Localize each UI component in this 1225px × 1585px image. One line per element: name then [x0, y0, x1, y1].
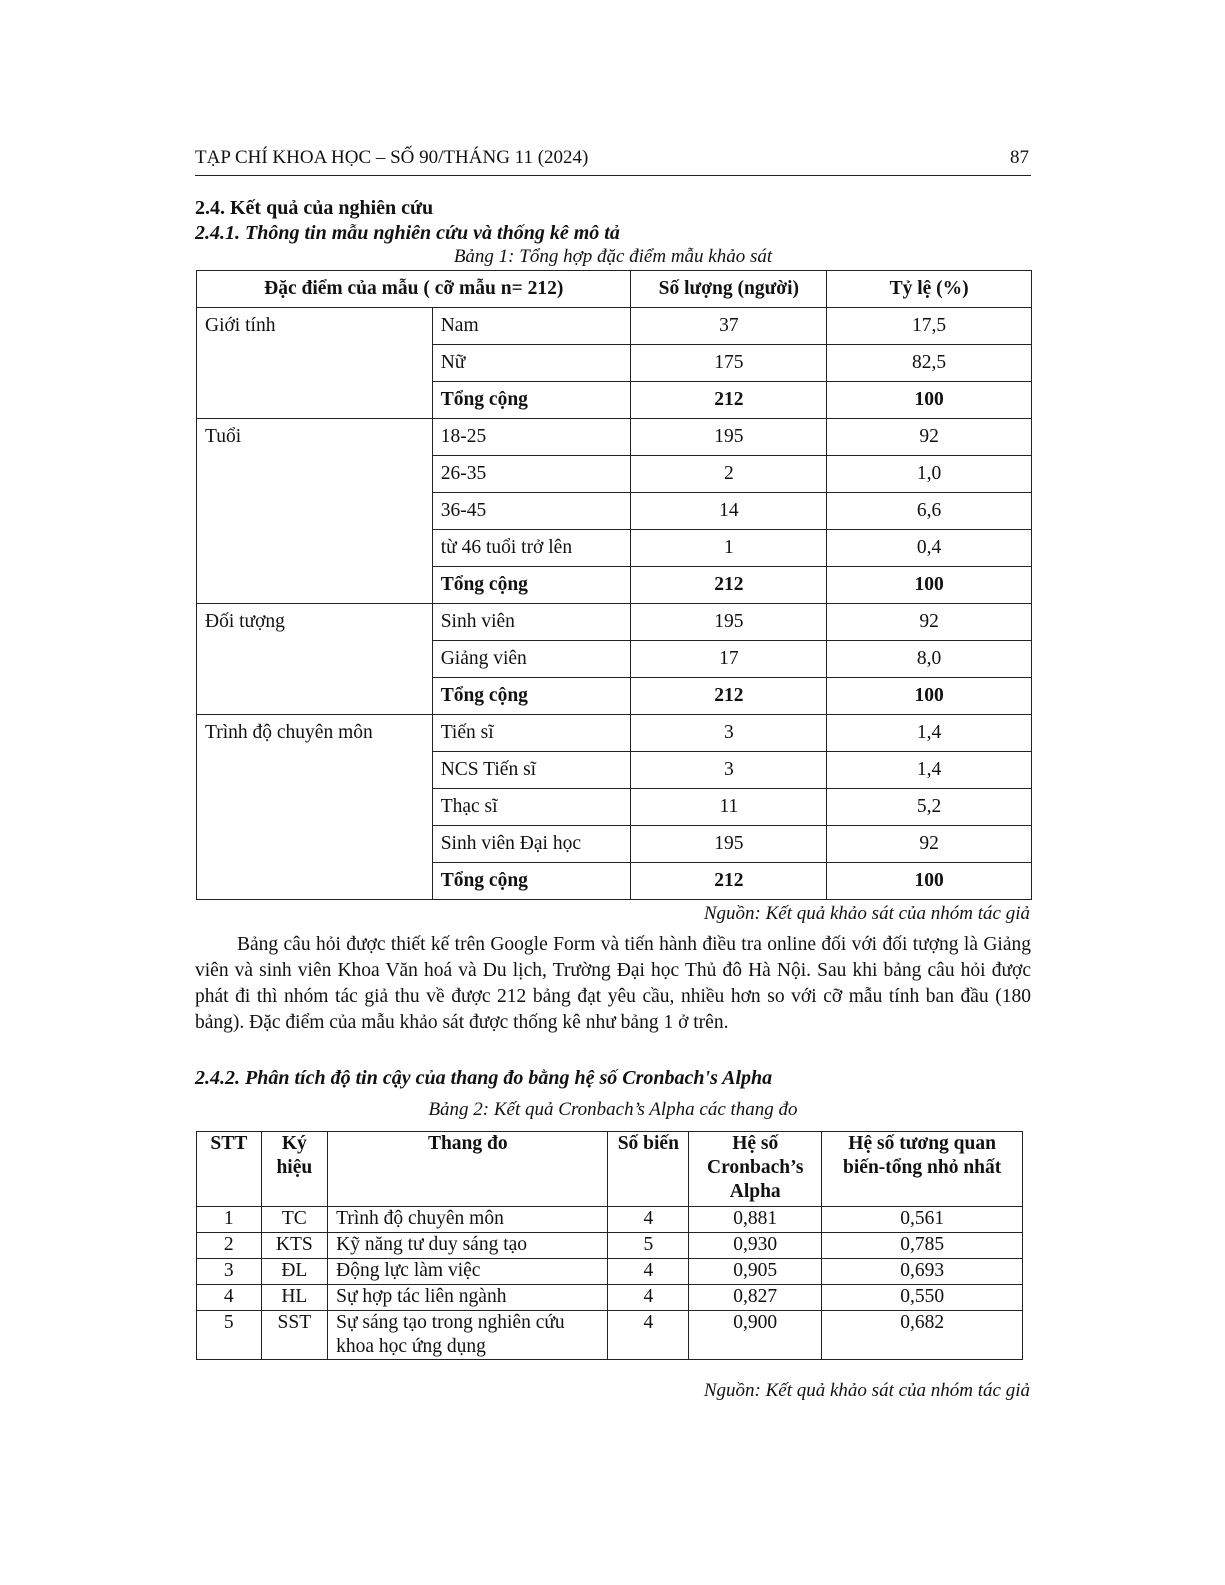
percent-cell: 5,2: [827, 789, 1032, 826]
table-row: [197, 308, 1032, 345]
count-cell: 195: [631, 604, 827, 641]
alpha-cell: 0,930: [689, 1233, 822, 1259]
scale-cell: Trình độ chuyên môn: [328, 1207, 608, 1233]
table2-body: [197, 1207, 1023, 1360]
percent-cell: 100: [827, 567, 1032, 604]
items-cell: 4: [608, 1311, 689, 1360]
scale-cell: Sự hợp tác liên ngành: [328, 1285, 608, 1311]
stt-cell: 5: [197, 1311, 262, 1360]
min-corr-cell: 0,693: [822, 1259, 1023, 1285]
percent-cell: 92: [827, 419, 1032, 456]
table2-header-min-corr: Hệ số tương quan biến-tổng nhỏ nhất: [822, 1132, 1023, 1207]
alpha-cell: 0,827: [689, 1285, 822, 1311]
percent-cell: 100: [827, 678, 1032, 715]
percent-cell: 1,4: [827, 752, 1032, 789]
alpha-cell: 0,905: [689, 1259, 822, 1285]
row-label: Giảng viên: [432, 641, 631, 678]
table-row: [197, 604, 1032, 641]
row-label: từ 46 tuổi trở lên: [432, 530, 631, 567]
subsection-title-2: 2.4.2. Phân tích độ tin cậy của thang đo bằng hệ số Cronbach's Alpha: [195, 1067, 773, 1089]
stt-cell: 2: [197, 1233, 262, 1259]
table1-source: Nguồn: Kết quả khảo sát của nhóm tác giả: [703, 903, 1030, 924]
table2-header-stt: STT: [197, 1132, 262, 1207]
min-corr-cell: 0,682: [822, 1311, 1023, 1360]
table2-header-scale: Thang đo: [328, 1132, 608, 1207]
table-row: [197, 1311, 1023, 1360]
group-label: Trình độ chuyên môn: [197, 715, 433, 900]
count-cell: 212: [631, 382, 827, 419]
count-cell: 37: [631, 308, 827, 345]
row-label: 18-25: [432, 419, 631, 456]
min-corr-cell: 0,550: [822, 1285, 1023, 1311]
row-label: Tổng cộng: [432, 382, 631, 419]
table-row: [197, 1233, 1023, 1259]
group-label: Đối tượng: [197, 604, 433, 715]
row-label: Nam: [432, 308, 631, 345]
row-label: NCS Tiến sĩ: [432, 752, 631, 789]
percent-cell: 100: [827, 863, 1032, 900]
items-cell: 4: [608, 1285, 689, 1311]
code-cell: SST: [261, 1311, 328, 1360]
table-row: [197, 1259, 1023, 1285]
body-paragraph: Bảng câu hỏi được thiết kế trên Google Form và tiến hành điều tra online đối với đối tượng là Giảng viên và sinh viên Khoa Văn hoá và Du lịch, Trường Đại học Thủ đô Hà Nội. Sau khi bảng câu hỏi được phát đi thì nhóm tác giả thu về được 212 bảng đạt yêu cầu, nhiều hơn so với cỡ mẫu tính ban đầu (180 bảng). Đặc điểm của mẫu khảo sát được thống kê như bảng 1 ở trên.: [195, 934, 1031, 1033]
count-cell: 212: [631, 567, 827, 604]
table1-header-percent: Tỷ lệ (%): [827, 271, 1032, 308]
table2-header-row: [197, 1132, 1023, 1207]
table2-header-alpha: Hệ số Cronbach’s Alpha: [689, 1132, 822, 1207]
count-cell: 195: [631, 826, 827, 863]
row-label: Tổng cộng: [432, 678, 631, 715]
table2-source: Nguồn: Kết quả khảo sát của nhóm tác giả: [703, 1380, 1030, 1401]
table-row: [197, 419, 1032, 456]
subsection-title-1: 2.4.1. Thông tin mẫu nghiên cứu và thống kê mô tả: [195, 222, 620, 244]
group-label: Tuổi: [197, 419, 433, 604]
table-row: [197, 715, 1032, 752]
alpha-cell: 0,881: [689, 1207, 822, 1233]
scale-cell: Sự sáng tạo trong nghiên cứu khoa học ứng dụng: [328, 1311, 608, 1360]
count-cell: 14: [631, 493, 827, 530]
code-cell: HL: [261, 1285, 328, 1311]
percent-cell: 1,0: [827, 456, 1032, 493]
table2-header-items: Số biến: [608, 1132, 689, 1207]
count-cell: 3: [631, 715, 827, 752]
row-label: Sinh viên: [432, 604, 631, 641]
percent-cell: 100: [827, 382, 1032, 419]
stt-cell: 4: [197, 1285, 262, 1311]
stt-cell: 1: [197, 1207, 262, 1233]
row-label: Sinh viên Đại học: [432, 826, 631, 863]
items-cell: 4: [608, 1259, 689, 1285]
percent-cell: 82,5: [827, 345, 1032, 382]
journal-header: [195, 145, 1031, 176]
count-cell: 1: [631, 530, 827, 567]
journal-title: TẠP CHÍ KHOA HỌC – SỐ 90/THÁNG 11 (2024): [195, 147, 589, 168]
table2-caption: Bảng 2: Kết quả Cronbach’s Alpha các thang đo: [428, 1099, 798, 1120]
percent-cell: 0,4: [827, 530, 1032, 567]
table-row: [197, 1207, 1023, 1233]
table1-caption: Bảng 1: Tổng hợp đặc điểm mẫu khảo sát: [453, 246, 773, 267]
row-label: Tổng cộng: [432, 863, 631, 900]
count-cell: 11: [631, 789, 827, 826]
percent-cell: 6,6: [827, 493, 1032, 530]
code-cell: TC: [261, 1207, 328, 1233]
count-cell: 195: [631, 419, 827, 456]
scale-cell: Kỹ năng tư duy sáng tạo: [328, 1233, 608, 1259]
table1-header-row: [197, 271, 1032, 308]
scale-cell: Động lực làm việc: [328, 1259, 608, 1285]
table1-header-count: Số lượng (người): [631, 271, 827, 308]
table1-header-characteristic: Đặc điểm của mẫu ( cỡ mẫu n= 212): [197, 271, 631, 308]
items-cell: 5: [608, 1233, 689, 1259]
alpha-cell: 0,900: [689, 1311, 822, 1360]
min-corr-cell: 0,561: [822, 1207, 1023, 1233]
page-number: 87: [1010, 147, 1029, 168]
table-row: [197, 1285, 1023, 1311]
section-title: 2.4. Kết quả của nghiên cứu: [195, 197, 434, 219]
count-cell: 3: [631, 752, 827, 789]
count-cell: 17: [631, 641, 827, 678]
count-cell: 175: [631, 345, 827, 382]
row-label: Tổng cộng: [432, 567, 631, 604]
count-cell: 212: [631, 863, 827, 900]
count-cell: 212: [631, 678, 827, 715]
stt-cell: 3: [197, 1259, 262, 1285]
sample-characteristics-table: [196, 270, 1032, 900]
row-label: 36-45: [432, 493, 631, 530]
count-cell: 2: [631, 456, 827, 493]
row-label: Tiến sĩ: [432, 715, 631, 752]
code-cell: KTS: [261, 1233, 328, 1259]
items-cell: 4: [608, 1207, 689, 1233]
cronbach-alpha-table: [196, 1131, 1023, 1360]
row-label: Nữ: [432, 345, 631, 382]
percent-cell: 1,4: [827, 715, 1032, 752]
table1-body: [197, 308, 1032, 900]
percent-cell: 92: [827, 826, 1032, 863]
percent-cell: 92: [827, 604, 1032, 641]
row-label: Thạc sĩ: [432, 789, 631, 826]
min-corr-cell: 0,785: [822, 1233, 1023, 1259]
row-label: 26-35: [432, 456, 631, 493]
percent-cell: 8,0: [827, 641, 1032, 678]
group-label: Giới tính: [197, 308, 433, 419]
percent-cell: 17,5: [827, 308, 1032, 345]
code-cell: ĐL: [261, 1259, 328, 1285]
table2-header-code: Ký hiệu: [261, 1132, 328, 1207]
